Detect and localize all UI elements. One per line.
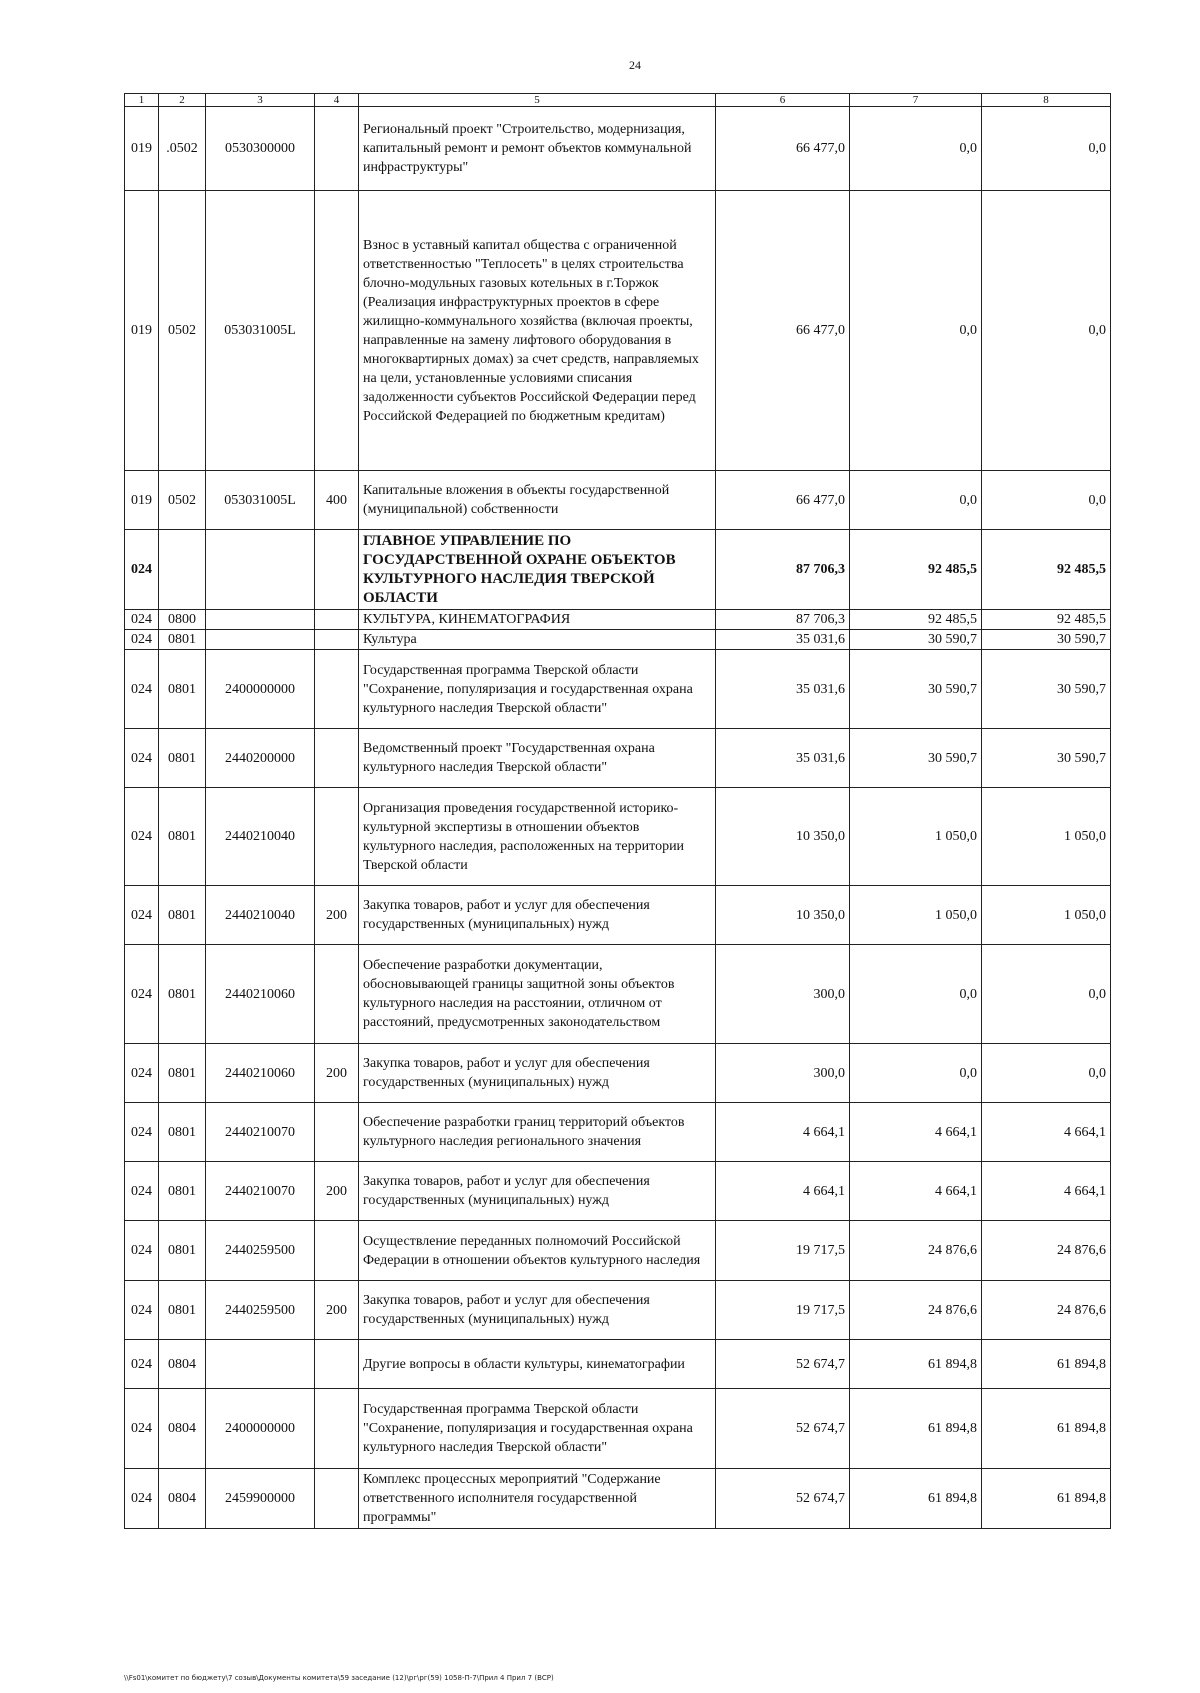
cell-amount-year-2: 92 485,5 bbox=[850, 610, 982, 630]
cell-amount-year-1: 300,0 bbox=[716, 945, 850, 1044]
cell-description: Обеспечение разработки границ территорий объектов культурного наследия регионального значения bbox=[359, 1103, 716, 1162]
cell-target-code: 2440210040 bbox=[206, 886, 315, 945]
cell-section-code: 0801 bbox=[159, 1221, 206, 1281]
cell-target-code: 2440200000 bbox=[206, 729, 315, 788]
cell-admin-code: 019 bbox=[125, 107, 159, 191]
cell-section-code: 0801 bbox=[159, 886, 206, 945]
cell-admin-code: 019 bbox=[125, 471, 159, 530]
cell-target-code: 2440210060 bbox=[206, 1044, 315, 1103]
cell-amount-year-3: 24 876,6 bbox=[982, 1281, 1111, 1340]
column-header: 3 bbox=[206, 94, 315, 107]
cell-description: Ведомственный проект "Государственная охрана культурного наследия Тверской области" bbox=[359, 729, 716, 788]
cell-amount-year-2: 0,0 bbox=[850, 945, 982, 1044]
table-row bbox=[125, 1103, 1111, 1162]
cell-expense-type bbox=[315, 610, 359, 630]
cell-admin-code: 024 bbox=[125, 630, 159, 650]
cell-target-code: 2440210060 bbox=[206, 945, 315, 1044]
cell-expense-type bbox=[315, 1340, 359, 1389]
cell-amount-year-1: 10 350,0 bbox=[716, 886, 850, 945]
cell-amount-year-3: 92 485,5 bbox=[982, 530, 1111, 610]
cell-amount-year-2: 1 050,0 bbox=[850, 886, 982, 945]
cell-section-code: 0801 bbox=[159, 729, 206, 788]
cell-section-code: 0801 bbox=[159, 630, 206, 650]
cell-target-code: 053031005L bbox=[206, 471, 315, 530]
cell-description: Закупка товаров, работ и услуг для обеспечения государственных (муниципальных) нужд bbox=[359, 886, 716, 945]
cell-amount-year-2: 1 050,0 bbox=[850, 788, 982, 886]
cell-amount-year-3: 61 894,8 bbox=[982, 1469, 1111, 1529]
cell-amount-year-1: 35 031,6 bbox=[716, 650, 850, 729]
cell-description: ГЛАВНОЕ УПРАВЛЕНИЕ ПО ГОСУДАРСТВЕННОЙ ОХРАНЕ ОБЪЕКТОВ КУЛЬТУРНОГО НАСЛЕДИЯ ТВЕРСКОЙ ОБЛАСТИ bbox=[359, 530, 716, 610]
cell-amount-year-2: 61 894,8 bbox=[850, 1469, 982, 1529]
cell-section-code: 0801 bbox=[159, 1103, 206, 1162]
cell-amount-year-2: 4 664,1 bbox=[850, 1103, 982, 1162]
cell-amount-year-1: 35 031,6 bbox=[716, 729, 850, 788]
cell-description: Государственная программа Тверской области "Сохранение, популяризация и государственная охрана культурного наследия Тверской области" bbox=[359, 1389, 716, 1469]
cell-amount-year-1: 66 477,0 bbox=[716, 191, 850, 471]
cell-amount-year-2: 0,0 bbox=[850, 191, 982, 471]
cell-admin-code: 024 bbox=[125, 1162, 159, 1221]
cell-expense-type bbox=[315, 107, 359, 191]
cell-description: Капитальные вложения в объекты государственной (муниципальной) собственности bbox=[359, 471, 716, 530]
cell-amount-year-2: 0,0 bbox=[850, 107, 982, 191]
cell-admin-code: 024 bbox=[125, 1281, 159, 1340]
cell-amount-year-3: 30 590,7 bbox=[982, 650, 1111, 729]
cell-amount-year-1: 87 706,3 bbox=[716, 530, 850, 610]
cell-target-code: 2400000000 bbox=[206, 650, 315, 729]
page-number: 24 bbox=[629, 58, 641, 72]
cell-target-code: 053031005L bbox=[206, 191, 315, 471]
cell-expense-type: 200 bbox=[315, 1044, 359, 1103]
cell-amount-year-2: 61 894,8 bbox=[850, 1389, 982, 1469]
cell-amount-year-3: 92 485,5 bbox=[982, 610, 1111, 630]
cell-admin-code: 024 bbox=[125, 1103, 159, 1162]
table-row bbox=[125, 1044, 1111, 1103]
cell-admin-code: 024 bbox=[125, 729, 159, 788]
cell-description: Обеспечение разработки документации, обосновывающей границы защитной зоны объектов культурного наследия на расстоянии, отличном от расстояний, предусмотренных законодательством bbox=[359, 945, 716, 1044]
cell-description: Организация проведения государственной историко-культурной экспертизы в отношении объектов культурного наследия, расположенных на территории Тверской области bbox=[359, 788, 716, 886]
cell-target-code bbox=[206, 530, 315, 610]
cell-amount-year-2: 61 894,8 bbox=[850, 1340, 982, 1389]
cell-expense-type bbox=[315, 788, 359, 886]
cell-amount-year-3: 24 876,6 bbox=[982, 1221, 1111, 1281]
cell-amount-year-3: 30 590,7 bbox=[982, 729, 1111, 788]
cell-amount-year-1: 4 664,1 bbox=[716, 1103, 850, 1162]
cell-admin-code: 024 bbox=[125, 650, 159, 729]
cell-expense-type: 400 bbox=[315, 471, 359, 530]
column-header: 2 bbox=[159, 94, 206, 107]
cell-section-code: .0502 bbox=[159, 107, 206, 191]
cell-amount-year-2: 24 876,6 bbox=[850, 1281, 982, 1340]
cell-description: Осуществление переданных полномочий Российской Федерации в отношении объектов культурного наследия bbox=[359, 1221, 716, 1281]
cell-amount-year-3: 0,0 bbox=[982, 1044, 1111, 1103]
cell-expense-type bbox=[315, 1221, 359, 1281]
cell-target-code: 2459900000 bbox=[206, 1469, 315, 1529]
cell-amount-year-2: 30 590,7 bbox=[850, 729, 982, 788]
table-row bbox=[125, 610, 1111, 630]
cell-amount-year-1: 66 477,0 bbox=[716, 107, 850, 191]
cell-amount-year-2: 30 590,7 bbox=[850, 630, 982, 650]
cell-amount-year-1: 19 717,5 bbox=[716, 1281, 850, 1340]
table-row bbox=[125, 729, 1111, 788]
cell-target-code: 2400000000 bbox=[206, 1389, 315, 1469]
cell-expense-type bbox=[315, 1469, 359, 1529]
cell-section-code bbox=[159, 530, 206, 610]
cell-amount-year-2: 24 876,6 bbox=[850, 1221, 982, 1281]
table-row bbox=[125, 886, 1111, 945]
cell-target-code: 2440259500 bbox=[206, 1281, 315, 1340]
cell-amount-year-1: 87 706,3 bbox=[716, 610, 850, 630]
column-header-row bbox=[125, 94, 1111, 107]
cell-section-code: 0801 bbox=[159, 1044, 206, 1103]
table-row bbox=[125, 630, 1111, 650]
cell-amount-year-2: 4 664,1 bbox=[850, 1162, 982, 1221]
column-header: 6 bbox=[716, 94, 850, 107]
footer-file-path: \\Fs01\комитет по бюджету\7 созыв\Документы комитета\59 заседание (12)\рг\рг(59) 1058-П-7\Прил 4 Прил 7 (ВСР) bbox=[124, 1674, 554, 1682]
cell-admin-code: 024 bbox=[125, 1469, 159, 1529]
table-row bbox=[125, 107, 1111, 191]
cell-description: Взнос в уставный капитал общества с ограниченной ответственностью "Теплосеть" в целях строительства блочно-модульных газовых котельных в г.Торжок (Реализация инфраструктурных проектов в сфере жилищно-коммунального хозяйства (включая проекты, направленные на замену лифтового оборудования в многоквартирных домах) за счет средств, направляемых на цели, установленные условиями списания задолженности субъектов Российской Федерации перед Российской Федерацией по бюджетным кредитам) bbox=[359, 191, 716, 471]
cell-amount-year-3: 4 664,1 bbox=[982, 1162, 1111, 1221]
table-row bbox=[125, 191, 1111, 471]
cell-amount-year-2: 92 485,5 bbox=[850, 530, 982, 610]
cell-amount-year-3: 0,0 bbox=[982, 471, 1111, 530]
cell-amount-year-1: 35 031,6 bbox=[716, 630, 850, 650]
cell-admin-code: 024 bbox=[125, 610, 159, 630]
cell-target-code: 0530300000 bbox=[206, 107, 315, 191]
budget-table bbox=[124, 93, 1111, 1529]
cell-description: Закупка товаров, работ и услуг для обеспечения государственных (муниципальных) нужд bbox=[359, 1281, 716, 1340]
table-row bbox=[125, 1162, 1111, 1221]
cell-amount-year-1: 300,0 bbox=[716, 1044, 850, 1103]
cell-expense-type: 200 bbox=[315, 886, 359, 945]
cell-section-code: 0801 bbox=[159, 650, 206, 729]
cell-amount-year-1: 52 674,7 bbox=[716, 1389, 850, 1469]
cell-amount-year-3: 4 664,1 bbox=[982, 1103, 1111, 1162]
table-row bbox=[125, 650, 1111, 729]
cell-admin-code: 024 bbox=[125, 1389, 159, 1469]
cell-admin-code: 024 bbox=[125, 788, 159, 886]
cell-description: Региональный проект "Строительство, модернизация, капитальный ремонт и ремонт объектов коммунальной инфраструктуры" bbox=[359, 107, 716, 191]
column-header: 5 bbox=[359, 94, 716, 107]
cell-admin-code: 024 bbox=[125, 1221, 159, 1281]
cell-section-code: 0804 bbox=[159, 1340, 206, 1389]
cell-description: Государственная программа Тверской области "Сохранение, популяризация и государственная охрана культурного наследия Тверской области" bbox=[359, 650, 716, 729]
cell-amount-year-3: 0,0 bbox=[982, 945, 1111, 1044]
cell-admin-code: 024 bbox=[125, 530, 159, 610]
cell-section-code: 0804 bbox=[159, 1389, 206, 1469]
cell-description: КУЛЬТУРА, КИНЕМАТОГРАФИЯ bbox=[359, 610, 716, 630]
cell-amount-year-2: 0,0 bbox=[850, 1044, 982, 1103]
table-row bbox=[125, 1221, 1111, 1281]
cell-expense-type bbox=[315, 1389, 359, 1469]
column-header: 1 bbox=[125, 94, 159, 107]
cell-description: Комплекс процессных мероприятий "Содержание ответственного исполнителя государственной программы" bbox=[359, 1469, 716, 1529]
cell-expense-type: 200 bbox=[315, 1281, 359, 1340]
cell-amount-year-2: 0,0 bbox=[850, 471, 982, 530]
cell-target-code bbox=[206, 630, 315, 650]
cell-description: Закупка товаров, работ и услуг для обеспечения государственных (муниципальных) нужд bbox=[359, 1162, 716, 1221]
cell-admin-code: 024 bbox=[125, 1340, 159, 1389]
cell-section-code: 0502 bbox=[159, 191, 206, 471]
table-row bbox=[125, 1281, 1111, 1340]
cell-amount-year-1: 52 674,7 bbox=[716, 1469, 850, 1529]
cell-amount-year-3: 1 050,0 bbox=[982, 788, 1111, 886]
table-row bbox=[125, 945, 1111, 1044]
cell-amount-year-3: 61 894,8 bbox=[982, 1389, 1111, 1469]
table-row bbox=[125, 1389, 1111, 1469]
cell-section-code: 0801 bbox=[159, 1281, 206, 1340]
cell-target-code: 2440210070 bbox=[206, 1103, 315, 1162]
cell-section-code: 0800 bbox=[159, 610, 206, 630]
table-row bbox=[125, 471, 1111, 530]
table-row bbox=[125, 1469, 1111, 1529]
cell-target-code bbox=[206, 1340, 315, 1389]
table-row bbox=[125, 1340, 1111, 1389]
cell-section-code: 0502 bbox=[159, 471, 206, 530]
cell-amount-year-1: 4 664,1 bbox=[716, 1162, 850, 1221]
cell-amount-year-1: 52 674,7 bbox=[716, 1340, 850, 1389]
cell-amount-year-1: 66 477,0 bbox=[716, 471, 850, 530]
column-header: 4 bbox=[315, 94, 359, 107]
cell-amount-year-1: 10 350,0 bbox=[716, 788, 850, 886]
cell-amount-year-3: 1 050,0 bbox=[982, 886, 1111, 945]
cell-admin-code: 019 bbox=[125, 191, 159, 471]
table-row bbox=[125, 530, 1111, 610]
cell-description: Закупка товаров, работ и услуг для обеспечения государственных (муниципальных) нужд bbox=[359, 1044, 716, 1103]
cell-target-code: 2440210070 bbox=[206, 1162, 315, 1221]
column-header: 8 bbox=[982, 94, 1111, 107]
cell-amount-year-3: 0,0 bbox=[982, 107, 1111, 191]
cell-amount-year-3: 30 590,7 bbox=[982, 630, 1111, 650]
cell-expense-type bbox=[315, 650, 359, 729]
table-row bbox=[125, 788, 1111, 886]
cell-expense-type bbox=[315, 191, 359, 471]
cell-section-code: 0804 bbox=[159, 1469, 206, 1529]
column-header: 7 bbox=[850, 94, 982, 107]
cell-expense-type bbox=[315, 945, 359, 1044]
cell-admin-code: 024 bbox=[125, 945, 159, 1044]
cell-description: Другие вопросы в области культуры, кинематографии bbox=[359, 1340, 716, 1389]
cell-admin-code: 024 bbox=[125, 1044, 159, 1103]
cell-expense-type: 200 bbox=[315, 1162, 359, 1221]
cell-section-code: 0801 bbox=[159, 788, 206, 886]
cell-amount-year-3: 0,0 bbox=[982, 191, 1111, 471]
cell-description: Культура bbox=[359, 630, 716, 650]
cell-section-code: 0801 bbox=[159, 1162, 206, 1221]
cell-target-code: 2440210040 bbox=[206, 788, 315, 886]
cell-admin-code: 024 bbox=[125, 886, 159, 945]
cell-amount-year-1: 19 717,5 bbox=[716, 1221, 850, 1281]
cell-expense-type bbox=[315, 1103, 359, 1162]
cell-amount-year-3: 61 894,8 bbox=[982, 1340, 1111, 1389]
cell-target-code bbox=[206, 610, 315, 630]
cell-section-code: 0801 bbox=[159, 945, 206, 1044]
cell-expense-type bbox=[315, 630, 359, 650]
cell-expense-type bbox=[315, 729, 359, 788]
cell-amount-year-2: 30 590,7 bbox=[850, 650, 982, 729]
cell-target-code: 2440259500 bbox=[206, 1221, 315, 1281]
cell-expense-type bbox=[315, 530, 359, 610]
